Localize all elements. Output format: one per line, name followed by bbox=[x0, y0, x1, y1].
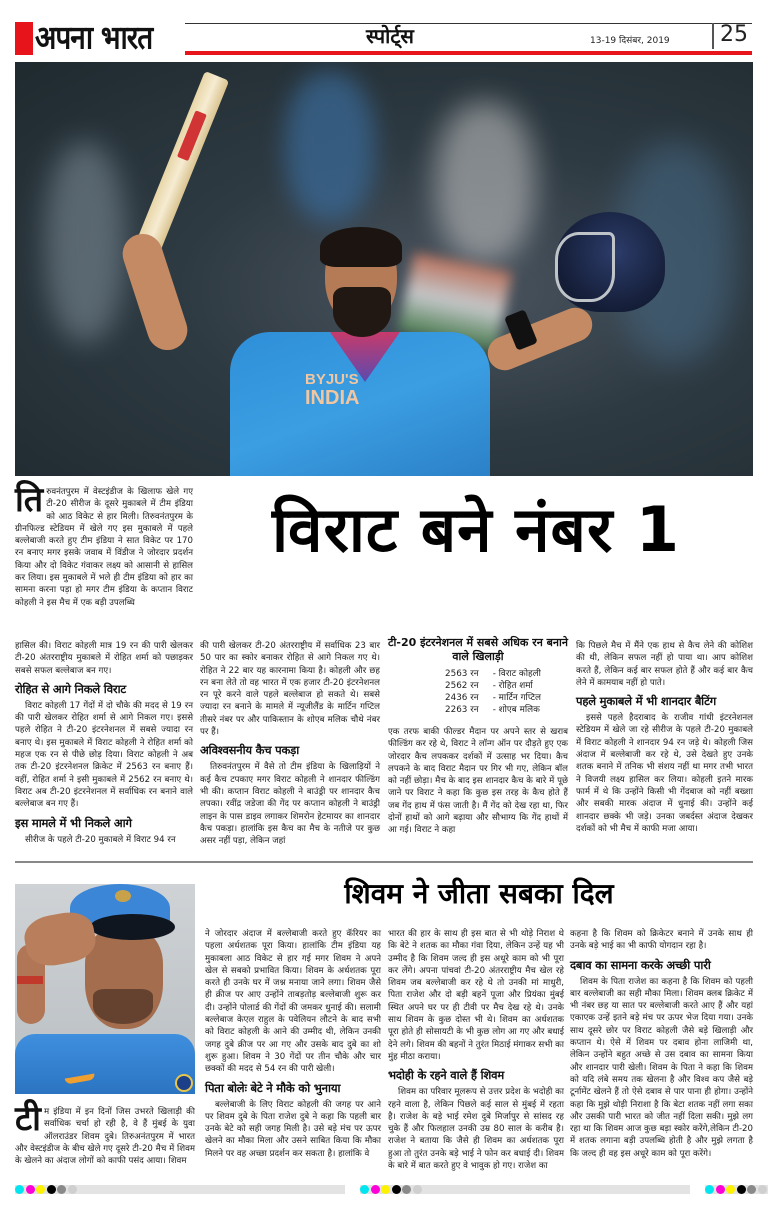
jersey-sponsor: BYJU'S INDIA bbox=[305, 371, 360, 409]
paragraph: कि पिछले मैच में मैंने एक हाथ से कैच लेने की कोशिश की थी, लेकिन सफल नहीं हो पाया था। आप कोशिश करते हैं, लेकिन कई बार सफल होते हैं और कई बार कैच लेने में कामयाब नहीं हो पाते। bbox=[576, 641, 753, 688]
article1-column-2 bbox=[200, 640, 380, 847]
player-hair bbox=[320, 227, 402, 267]
wrist-thread bbox=[17, 976, 43, 984]
registration-dot bbox=[413, 1185, 422, 1194]
player-cell: - विराट कोहली bbox=[492, 669, 541, 679]
article1-column-1 bbox=[15, 640, 193, 846]
registration-dot bbox=[716, 1185, 725, 1194]
cap-logo bbox=[115, 890, 131, 902]
registration-dot bbox=[57, 1185, 66, 1194]
registration-dot bbox=[26, 1185, 35, 1194]
player-cell: - रोहित शर्मा bbox=[492, 681, 533, 691]
registration-dot bbox=[381, 1185, 390, 1194]
paragraph: भारत की हार के साथ ही इस बात से भी थोड़े निराश थे कि बेटे ने शतक का मौका गंवा दिया, लेकिन उन्हें यह भी उम्मीद है कि शिवम जल्द ही इस अधूरे काम को भी पूरा कर लेंगे। अपना पांचवां टी-20 अंतरराष्ट्रीय मैच खेल रहे शिवम जब बल्लेबाजी कर रहे थे तो उनकी मां माधुरी, पिता राजेश और दो बड़ी बहनें पूजा और प्रियंका मुंबई स्थित अपने घर पर ही टीवी पर मैच देख रहे थे। उनके साथ शिवम के कुछ दोस्त भी थे। शिवम का अर्धशतक पूरा होते ही सोसायटी के भी कुछ लोग आ गए और बधाई देने लगे। शिवम की बहनों ने तुरंत मिठाई मंगाकर सभी का मुंह मीठा कराया। bbox=[388, 929, 564, 1062]
paragraph: विराट कोहली 17 गेंदों में दो चौके की मदद से 19 रन की पारी खेलकर रोहित शर्मा से आगे निकल गए। इससे पहले रोहित ने टी-20 इंटरनेशनल में सबसे ज्यादा रन बनाए थे। इस मुकाबले में विराट कोहली ने रोहित शर्मा को महज एक रन से पीछे छोड़ दिया। विराट कोहली ने अब तक टी-20 इंटरनेशनल क्रिकेट में 2563 रन बनाए हैं। वहीं, रोहित शर्मा ने इसी मुकाबले में 2562 रन बनाए थे। विराट अब टी-20 इंटरनेशनल में सर्वाधिक रन बनाने वाले बल्लेबाज बन गए हैं। bbox=[15, 700, 193, 810]
paragraph: एक तरफ बाकी फील्डर मैदान पर अपने स्तर से खराब फील्डिंग कर रहे थे, विराट ने लॉन्ग ऑन पर दौड़ते हुए एक जोरदार कैच लपककर दर्शकों में उत्साह भर दिया। कैच लपकने के बाद विराट मैदान पर गिर भी गए, लेकिन बॉल को नहीं छोड़ा। मैच के बाद इस शानदार कैच के बारे में पूछे जाने पर विराट ने कहा कि कुछ इस तरह के कैच होते हैं जब गेंद हाथ में फंस जाती है। मैं गेंद को देख रहा था, फिर दोनों हाथों को आगे बढ़ाया और सौभाग्य कि गेंद हाथों में आ गई। विराट ने कहा bbox=[388, 727, 568, 836]
paragraph: ने जोरदार अंदाज में बल्लेबाजी करते हुए कॅरियर का पहला अर्धशतक पूरा किया। हालांकि टीम इंडिया यह मुकाबला आठ विकेट से हार गई मगर शिवम ने अपने खेल से सबको प्रभावित किया। शिवम के अर्धशतक पूरा करते ही उनके घर में जश्न मनाया जाने लगा। शिवम जैसे ही क्रीज पर आए उन्होंने ताबड़तोड़ बल्लेबाजी शुरू कर दी। उन्होंने पोलार्ड की गेंदों की जमकर धुनाई की। सलामी बल्लेबाज केएल राहुल के पवेलियन लौटने के बाद सभी को विराट कोहली के आने की उम्मीद थी, लेकिन उनकी जगह दुबे क्रीज पर आ गए और उसके बाद दुबे का शो शुरू हुआ। शिवम ने 30 गेंदों पर तीन चौके और चार छक्कों की मदद से 54 रन की पारी खेली। bbox=[205, 929, 381, 1075]
section-divider bbox=[15, 861, 753, 863]
registration-dot bbox=[705, 1185, 714, 1194]
paragraph: कहना है कि शिवम को क्रिकेटर बनाने में उनके साथ ही उनके बड़े भाई का भी काफी योगदान रहा है। bbox=[570, 929, 753, 952]
article2-lead bbox=[15, 1099, 195, 1167]
article1-column-3 bbox=[388, 636, 568, 837]
raised-arm bbox=[117, 229, 192, 355]
runs-cell: 2436 रन bbox=[445, 693, 479, 703]
subheading: दबाव का सामना करके अच्छी पारी bbox=[570, 957, 711, 972]
registration-dot bbox=[15, 1185, 24, 1194]
registration-dot bbox=[68, 1185, 77, 1194]
issue-date: 13-19 दिसंबर, 2019 bbox=[590, 36, 670, 46]
article2-column-2 bbox=[388, 928, 564, 1172]
runs-cell: 2562 रन bbox=[445, 681, 479, 691]
registration-dot bbox=[47, 1185, 56, 1194]
dropcap: ति bbox=[15, 480, 44, 520]
registration-dot bbox=[360, 1185, 369, 1194]
page-number-separator bbox=[712, 23, 714, 49]
article2-headline: शिवम ने जीता सबका दिल bbox=[344, 877, 614, 910]
paragraph: शिवम के पिता राजेश का कहना है कि शिवम को पहली बार बल्लेबाजी का सही मौका मिला। शिवम क्लब क्रिकेट में भी नंबर छह या सात पर बल्लेबाजी करते आए हैं और यहां एकाएक उन्हें इतने बड़े मंच पर ऊपर भेज दिया गया। उनके साथ दूसरे छोर पर विराट कोहली जैसे बड़े खिलाड़ी और कप्तान थे। ऐसे में शिवम पर दबाव होना लाजिमी था, लेकिन उन्होंने बहुत अच्छे से उस दबाव का सामना किया और शानदार पारी खेली। शिवम के पिता ने कहा कि शिवम को यदि लंबे समय तक खेलना है और विश्व कप जैसे बड़े टूर्नामेंट खेलने हैं तो ऐसे दबाव से पार पाना ही होगा। उन्होंने कहा कि मुझे थोड़ी निराशा है कि बेटा शतक नहीं लगा सका और उसकी पारी भारत को जीत नहीं दिला सकी। मुझे लग रहा था कि शिवम आज कुछ बड़ा स्कोर करेंगे,लेकिन टी-20 में शतक लगाना बड़ी उपलब्धि होती है और मुझे लगता है कि जल्द ही वह इस अधूरे काम को पूरा करेंगे। bbox=[570, 976, 753, 1159]
runs-cell: 2263 रन bbox=[445, 705, 479, 715]
helmet-grill bbox=[555, 232, 615, 302]
masthead bbox=[0, 0, 768, 60]
subheading: पहले मुकाबले में भी शानदार बैटिंग bbox=[576, 694, 717, 709]
dropcap: टी bbox=[15, 1099, 41, 1139]
masthead-red-rule bbox=[185, 51, 752, 55]
article2-column-1 bbox=[205, 928, 381, 1160]
article2-column-3 bbox=[570, 928, 753, 1160]
crowd-blur bbox=[435, 102, 535, 262]
cap-brim bbox=[90, 914, 175, 940]
brand-logo: अपना भारत bbox=[35, 18, 153, 57]
paragraph: सीरीज के पहले टी-20 मुकाबले में विराट 94 रन bbox=[25, 834, 176, 845]
paragraph: बल्लेबाजी के लिए विराट कोहली की जगह पर आने पर शिवम दुबे के पिता राजेश दुबे ने कहा कि पहली बार उनके बेटे को सही जगह मिली है। उसे बड़े मंच पर ऊपर खेलने का मौका मिला और उसने साबित किया कि मौका मिलने पर वह अच्छा प्रदर्शन कर सकता है। हालांकि वे bbox=[205, 1099, 381, 1159]
subheading: भदोही के रहने वाले हैं शिवम bbox=[388, 1068, 505, 1083]
table-row bbox=[409, 680, 547, 692]
subheading: रोहित से आगे निकले विराट bbox=[15, 681, 126, 696]
paragraph: की पारी खेलकर टी-20 अंतरराष्ट्रीय में सर्वाधिक 23 बार 50 पार का स्कोर बनाकर रोहित से आगे निकल गए थे। रोहित ने 22 बार यह कारनामा किया है। कोहली और छह रन बना लेते तो वह भारत में एक हजार टी-20 इंटरनेशनल रन पूरे करने वाले पहले बल्लेबाज हो सकते थे। सबसे ज्यादा रन बनाने के मामले में न्यूजीलैंड के मार्टिन गप्टिल तीसरे नंबर पर और पाकिस्तान के शोएब मलिक चौथे नंबर पर हैं। bbox=[200, 641, 380, 738]
hero-photo-virat-kohli bbox=[15, 62, 753, 476]
table-row bbox=[409, 692, 547, 704]
table-row bbox=[409, 668, 547, 680]
section-title: स्पोर्ट्स bbox=[366, 24, 414, 48]
brand-red-bar bbox=[15, 22, 33, 55]
bcci-crest bbox=[175, 1074, 193, 1092]
crowd-blur bbox=[285, 72, 375, 222]
player-cell: - शोएब मलिक bbox=[492, 705, 540, 715]
registration-dot bbox=[402, 1185, 411, 1194]
table-row bbox=[409, 704, 547, 716]
cricket-bat bbox=[134, 71, 229, 257]
paragraph: शिवम का परिवार मूलरूप से उत्तर प्रदेश के भदोही का रहने वाला है, लेकिन पिछले कई साल से मुंबई में रहता है। राजेश के बड़े भाई रमेश दुबे मिर्जापुर से सांसद रह चुके हैं और फिलहाल उनकी उम्र 80 साल के करीब है। राजेश ने बताया कि जैसे ही शिवम का अर्धशतक पूरा हुआ तो तुरंत उनके बड़े भाई ने फोन कर बधाई दी। शिवम के बारे में बात करते हुए वे भावुक हो गए। राजेश का bbox=[388, 1087, 564, 1172]
registration-dot bbox=[371, 1185, 380, 1194]
page-number: 25 bbox=[720, 22, 748, 47]
registration-dot bbox=[737, 1185, 746, 1194]
top-scorers-table bbox=[409, 668, 547, 716]
article1-headline: विराट बने नंबर 1 bbox=[271, 493, 681, 566]
player-beard bbox=[333, 287, 391, 337]
subheading: अविश्वसनीय कैच पकड़ा bbox=[200, 743, 300, 758]
jersey bbox=[15, 1034, 195, 1094]
player-beard bbox=[93, 989, 153, 1024]
subheading: इस मामले में भी निकले आगे bbox=[15, 815, 132, 830]
lead-text: रुवनंतपुरम में वेस्टइंडीज के खिलाफ खेले गए टी-20 सीरीज के दूसरे मुकाबले में टीम इंडिया को आठ विकेट से हार मिली। तिरुवनंतपुरम के ग्रीनफिल्ड स्टेडियम में खेले गए इस मुकाबले में पहले बल्लेबाजी करते हुए टीम इंडिया ने सात विकेट पर 170 रन बनाए मगर इसके जवाब में विंडीज ने जोरदार प्रदर्शन किया और दो विकेट गंवाकर लक्ष्य को आसानी से हासिल कर लिया। इस मुकाबले में भले ही टीम इंडिया को हार का सामना करना पड़ा हो मगर टीम इंडिया के कप्तान विराट कोहली ने इस मैच में एक बड़ी उपलब्धि bbox=[15, 487, 193, 608]
crowd-blur bbox=[45, 142, 125, 342]
runs-cell: 2563 रन bbox=[445, 669, 479, 679]
player-cell: - मार्टिन गप्टिल bbox=[492, 693, 541, 703]
paragraph: हासिल की। विराट कोहली मात्र 19 रन की पारी खेलकर टी-20 अंतरराष्ट्रीय मुकाबले में रोहित शर्मा को पछाड़कर सबसे सफल बल्लेबाज बन गए। bbox=[15, 641, 193, 676]
stats-box-title: टी-20 इंटरनेशनल में सबसे अधिक रन बनाने वाले खिलाड़ी bbox=[388, 636, 568, 663]
masthead-top-rule bbox=[185, 23, 752, 24]
paragraph: इससे पहले हैदराबाद के राजीव गांधी इंटरनेशनल स्टेडियम में खेले जा रहे सीरीज के पहले टी-20 मुकाबले में विराट कोहली ने शानदार 94 रन जड़े थे। कोहली जिस अंदाज में बल्लेबाजी कर रहे थे, उसे देखते हुए उनके शतक बनाने में तनिक भी संशय नहीं था मगर तभी भारत ने विजयी लक्ष्य हासिल कर लिया। कोहली इतने मारक फार्म में थे कि उन्होंने किसी भी गेंदबाज को नहीं बख्शा और सबकी मारक अंदाज में धुनाई की। उन्होंने कई शानदार छक्के भी जड़े। उनका जबर्दस्त अंदाज देखकर दर्शकों को भी मैच में काफी मजा आया। bbox=[576, 713, 753, 834]
registration-dot bbox=[36, 1185, 45, 1194]
article1-column-4 bbox=[576, 640, 753, 835]
registration-dot bbox=[392, 1185, 401, 1194]
registration-dot bbox=[726, 1185, 735, 1194]
subheading: पिता बोलेः बेटे ने मौके को भुनाया bbox=[205, 1080, 341, 1095]
bat-logo bbox=[177, 110, 207, 161]
shivam-dube-photo bbox=[15, 884, 195, 1094]
paragraph: तिरुवनंतपुरम में वैसे तो टीम इंडिया के खिलाड़ियों ने कई कैच टपकाए मगर विराट कोहली ने शानदार फील्डिंग भी की। कप्तान विराट कोहली ने बाउंड्री पर शानदार कैच लपका। रवींद्र जडेजा की गेंद पर कप्तान कोहली ने बाउंड्री लाइन के पास डाइव लगाकर शिमरोन हेटमायर का शानदार कैच पकड़ा। हालांकि इस कैच का मैच के नतीजे पर कुछ असर नहीं पड़ा, लेकिन जहां bbox=[200, 762, 380, 847]
article1-lead bbox=[15, 480, 193, 609]
registration-dot bbox=[758, 1185, 767, 1194]
registration-dot bbox=[747, 1185, 756, 1194]
lead-text: म इंडिया में इन दिनों जिस उभरते खिलाड़ी की सर्वाधिक चर्चा हो रही है, वे हैं मुंबई के युवा ऑलराउंडर शिवम दुबे। तिरुअनंतपुरम में भारत और वेस्टइंडीज के बीच खेले गए दूसरे टी-20 मैच में शिवम के खेलने का अंदाज लोगों को काफी पसंद आया। शिवम bbox=[15, 1107, 195, 1167]
